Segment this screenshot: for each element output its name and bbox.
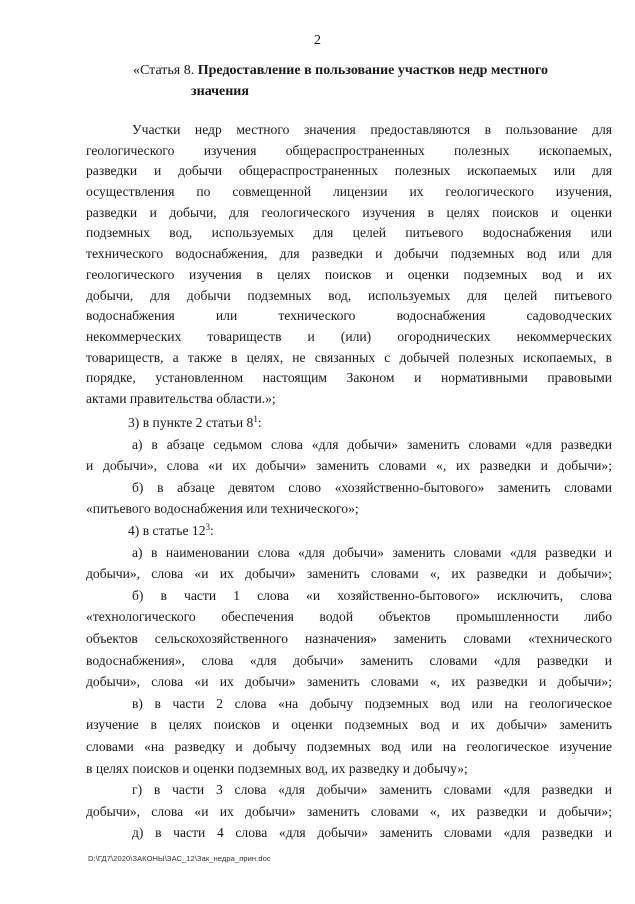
text-line: товариществ, а также в целях, не связанных с добычей полезных ископаемых, в (86, 349, 612, 365)
item-3a-line: а) в абзаце седьмом слова «для добычи» заменить словами «для разведки (132, 436, 612, 452)
item-4d-line: д) в части 4 слова «для добычи» заменить словами «для разведки и (132, 825, 612, 841)
text-line: геологического изучения в целях поисков и оценки подземных вод и их (86, 266, 612, 282)
item-4v-line: изучение в целях поисков и оценки подземных вод и их добычи» заменить (86, 717, 612, 733)
text-line: разведки и добычи, для геологического изучения в целях поисков и оценки (86, 204, 612, 220)
article-body-paragraph (86, 120, 612, 410)
article-prefix: «Статья 8. (133, 63, 195, 78)
article-heading-line-2 (133, 81, 603, 102)
page-number: 2 (314, 33, 321, 48)
text-line: порядке, установленном настоящим Законом и нормативными правовыми (86, 370, 612, 386)
item-3a-line: и добычи», слова «и их добычи» заменить словами «, их разведки и добычи»; (86, 458, 612, 474)
superscript: 3 (205, 521, 211, 532)
item-3-heading: 3) в пункте 2 статьи $8^1$: (128, 414, 262, 430)
file-path-footer: D:\ГД7\2020\ЗАКОНЫ\ЗАС_12\Зак_недра_прин.doc (88, 854, 271, 863)
item-4v-line: в) в части 2 слова «на добычу подземных вод или на геологическое (132, 695, 612, 711)
text-line: добычи, для добычи подземных вод, используемых для целей питьевого (86, 287, 612, 303)
text-line: Участки недр местного значения предоставляются в пользование для (132, 122, 612, 137)
item-4b-line: «технологического обеспечения водой объектов промышленности либо (86, 609, 612, 625)
item-4g-line: добычи», слова «и их добычи» заменить словами «, их разведки и добычи»; (86, 803, 612, 819)
text-line: водоснабжения или технического водоснабжения садоводческих (86, 308, 612, 324)
text-line: разведки и добычи общераспространенных полезных ископаемых или для (86, 163, 612, 179)
item-4-heading: 4) в статье $12^3$: (128, 521, 214, 538)
superscript: 1 (253, 414, 258, 424)
text-line: технического водоснабжения, для разведки и добычи подземных вод или для (86, 246, 612, 262)
text-line: подземных вод, используемых для целей питьевого водоснабжения или (86, 225, 612, 241)
item-4b-line: водоснабжения», слова «для добычи» заменить словами «для разведки и (86, 652, 612, 668)
item-4v-line: в целях поисков и оценки подземных вод, их разведку и добычу»; (86, 760, 468, 776)
article-title-part-2: значения (191, 84, 249, 99)
item-3b-line: б) в абзаце девятом слово «хозяйственно-бытового» заменить словами (132, 479, 612, 495)
text-line: некоммерческих товариществ и (или) огороднических некоммерческих (86, 328, 612, 344)
item-3b-line: «питьевого водоснабжения или технического»; (86, 501, 359, 517)
text-line: осуществления по совмещенной лицензии их геологического изучения, (86, 184, 612, 200)
item-4b-line: б) в части 1 слова «и хозяйственно-бытового» исключить, слова (132, 587, 612, 603)
article-heading (133, 60, 603, 102)
item-4b-line: объектов сельскохозяйственного назначения» заменить словами «технического (86, 630, 612, 646)
item-4g-line: г) в части 3 слова «для добычи» заменить словами «для разведки и (132, 782, 612, 798)
text-line: геологического изучения общераспространенных полезных ископаемых, (86, 142, 612, 158)
item-4b-line: добычи», слова «и их добычи» заменить словами «, их разведки и добычи»; (86, 674, 612, 690)
text-line: актами правительства области.»; (86, 390, 276, 406)
amendment-items (86, 412, 612, 844)
item-4a-line: а) в наименовании слова «для добычи» заменить словами «для разведки и (132, 544, 612, 560)
item-4a-line: добычи», слова «и их добычи» заменить словами «, их разведки и добычи»; (86, 566, 612, 582)
item-4v-line: словами «на разведку и добычу подземных вод или на геологическое изучение (86, 738, 612, 754)
article-title-part-1: Предоставление в пользование участков недр местного (197, 63, 549, 78)
article-heading-line-1 (133, 60, 603, 81)
